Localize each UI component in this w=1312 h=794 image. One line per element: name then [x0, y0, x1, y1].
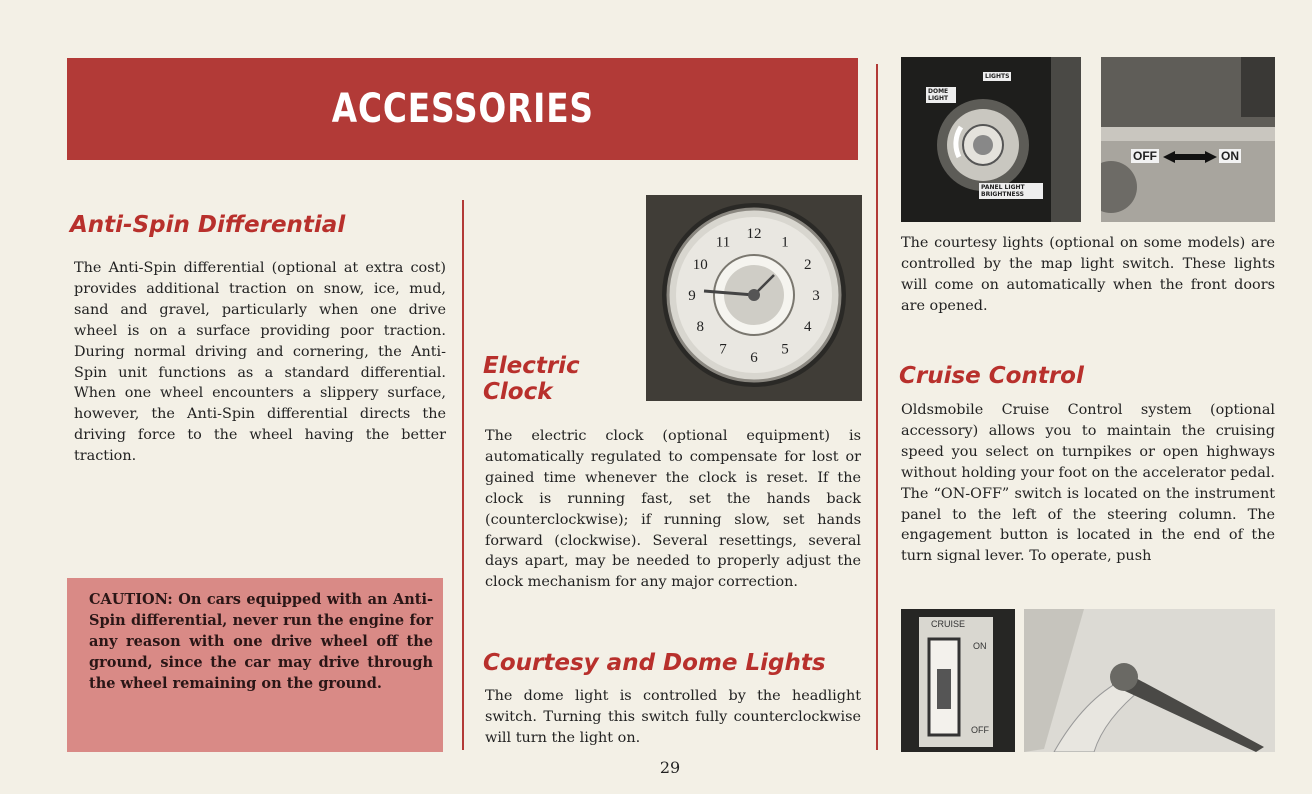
cruise-switch-on: ON	[973, 641, 987, 651]
column-divider-right	[876, 64, 878, 750]
clock-numeral: 6	[750, 350, 758, 366]
clock-numeral: 4	[803, 319, 812, 335]
clock-numeral: 2	[803, 257, 812, 273]
cruise-control-body: Oldsmobile Cruise Control system (optional accessory) allows you to maintain the cruising speed you select on turnpikes or open highways without holding your foot on the accelerator pedal. The “ON-OFF” switch is located on the instrument panel to the left of the steering column. The engagement button is located in the end of the turn signal lever. To operate, push	[901, 402, 1275, 565]
light-switch-photo	[901, 57, 1081, 222]
clock-numeral: 5	[781, 341, 789, 358]
door-switch-icon	[1101, 57, 1275, 222]
electric-clock-body: The electric clock (optional equipment) is automatically regulated to compensate for lost or gained time whenever the clock is reset. If the clock is running fast, set the hands back (counterclockwise); if running slow, set hands forward (clockwise). Several resettings, several days apart, may be needed to properly adjust the clock mechanism for any major correction.	[485, 428, 861, 591]
anti-spin-heading: Anti-Spin Differential	[70, 212, 346, 238]
clock-numeral: 9	[688, 288, 696, 304]
cruise-switch-title: CRUISE	[931, 619, 966, 629]
page-number: 29	[659, 758, 681, 777]
cruise-lever-photo	[1024, 609, 1275, 752]
clock-numeral: 12	[746, 226, 762, 242]
clock-numeral: 8	[696, 319, 705, 335]
clock-numeral: 1	[781, 234, 789, 251]
door-switch-photo	[1101, 57, 1275, 222]
clock-icon	[646, 195, 862, 401]
anti-spin-body: The Anti-Spin differential (optional at extra cost) provides additional traction on snow, ice, mud, sand and gravel, particularly when one drive wheel is on a surface providing poor traction. During normal driving and cornering, the Anti-Spin unit functions as a standard differential. When one wheel encounters a slippery surface, however, the Anti-Spin differential directs the driving force to the wheel having the better traction.	[74, 260, 446, 465]
clock-numeral: 11	[715, 234, 731, 251]
turn-signal-lever-icon	[1024, 609, 1275, 752]
cruise-switch-icon	[901, 609, 1015, 752]
column-divider-left	[462, 200, 464, 750]
clock-numeral: 3	[812, 288, 820, 304]
section-banner	[67, 58, 858, 160]
clock-photo	[646, 195, 862, 401]
clock-numeral: 7	[719, 341, 727, 358]
cruise-control-heading: Cruise Control	[899, 363, 1084, 389]
cruise-switch-off: OFF	[971, 725, 989, 735]
electric-clock-heading-line1: Electric	[483, 353, 580, 379]
cruise-switch-photo	[901, 609, 1015, 752]
caution-text: CAUTION: On cars equipped with an Anti-Spin differential, never run the engine for any reason with one drive wheel off the ground, since the car may drive through the wheel remaining on the ground.	[89, 591, 433, 692]
courtesy-lights-body: The courtesy lights (optional on some models) are controlled by the map light switch. These lights will come on automatically when the front doors are opened.	[901, 235, 1275, 314]
caution-box	[67, 578, 443, 752]
off-label: OFF	[1133, 149, 1157, 163]
on-label: ON	[1221, 149, 1239, 163]
dome-light-label: DOME LIGHT	[926, 87, 956, 103]
page-title: ACCESSORIES	[331, 86, 594, 132]
panel-light-label: PANEL LIGHT BRIGHTNESS	[979, 183, 1043, 199]
courtesy-dome-body: The dome light is controlled by the headlight switch. Turning this switch fully counterclockwise will turn the light on.	[485, 688, 861, 746]
clock-numeral: 10	[692, 257, 708, 273]
courtesy-dome-heading: Courtesy and Dome Lights	[483, 650, 826, 676]
electric-clock-heading	[483, 353, 580, 405]
electric-clock-heading-line2: Clock	[483, 379, 553, 405]
lights-label: LIGHTS	[985, 73, 1010, 80]
